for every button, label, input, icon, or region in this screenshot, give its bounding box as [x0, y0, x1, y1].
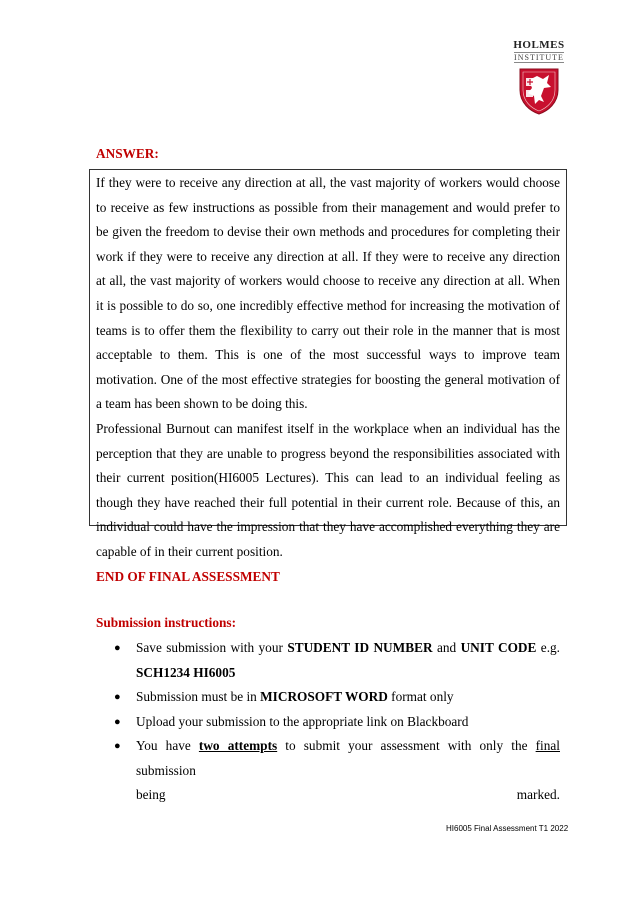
list-item — [112, 710, 560, 735]
bullet-icon: ● — [114, 642, 121, 654]
logo-line2: INSTITUTE — [514, 53, 564, 62]
item-text: Save submission with your — [136, 640, 288, 655]
bullet-icon: ● — [114, 691, 121, 703]
end-of-assessment-heading: END OF FINAL ASSESSMENT — [96, 569, 280, 584]
submission-heading: Submission instructions: — [96, 615, 237, 630]
list-item — [112, 685, 560, 710]
item-text: Submission must be in — [136, 689, 261, 704]
answer-box — [89, 169, 567, 559]
crest-shield-icon — [517, 66, 561, 116]
item-text: format only — [387, 689, 454, 704]
item-text: to submit your assessment with only the — [277, 738, 536, 753]
item-bold-text: UNIT CODE — [460, 640, 537, 655]
submission-instructions-list — [112, 636, 560, 808]
item-bold-text: MICROSOFT WORD — [260, 689, 388, 704]
logo-line1: HOLMES — [513, 39, 565, 51]
item-bold-text: STUDENT ID NUMBER — [287, 640, 433, 655]
item-underlined-text: final — [535, 738, 560, 753]
institute-logo — [510, 40, 568, 116]
bullet-icon: ● — [114, 715, 121, 728]
answer-heading: ANSWER: — [96, 146, 159, 161]
item-text: e.g. — [536, 640, 560, 655]
list-item — [112, 636, 560, 685]
item-last-line — [136, 783, 560, 808]
item-text: being — [136, 787, 166, 802]
item-text: submission — [136, 762, 196, 778]
item-text: You have — [136, 738, 199, 753]
item-text: marked. — [516, 787, 560, 802]
answer-paragraph-2: Professional Burnout can manifest itself in the workplace when an individual has the perception that they are unable to progress beyond the responsibilities associated with their current position(HI6005 Lectures). This can lead to an individual feeling as though they have reached their full potential in their current role. Because of this, an individual could have the impression that they have accomplished everything they are capable of in their current position. — [96, 420, 560, 559]
item-text: and — [432, 640, 461, 655]
page-footer: HI6005 Final Assessment T1 2022 — [446, 824, 569, 833]
list-item — [112, 734, 560, 808]
item-text: Upload your submission to the appropriate link on Blackboard — [136, 713, 469, 729]
item-bold-underlined-text: two attempts — [198, 738, 278, 753]
bullet-icon: ● — [114, 740, 121, 752]
item-bold-text: SCH1234 HI6005 — [136, 664, 236, 680]
answer-paragraph-1: If they were to receive any direction at all, the vast majority of workers would choose to receive as few instructions as possible from their management and would prefer to be given the freedom to devise their own methods and procedures for completing their work if they were to receive any direction at all. If they were to receive any direction at all, the vast majority of workers would choose to receive any direction at all. When it is possible to do so, one incredibly effective method for increasing the motivation of teams is to offer them the flexibility to carry out their role in the manner that is most acceptable to them. This is one of the most successful ways to improve team motivation. One of the most effective strategies for boosting the general motivation of a team has been shown to be doing this. — [96, 175, 560, 412]
